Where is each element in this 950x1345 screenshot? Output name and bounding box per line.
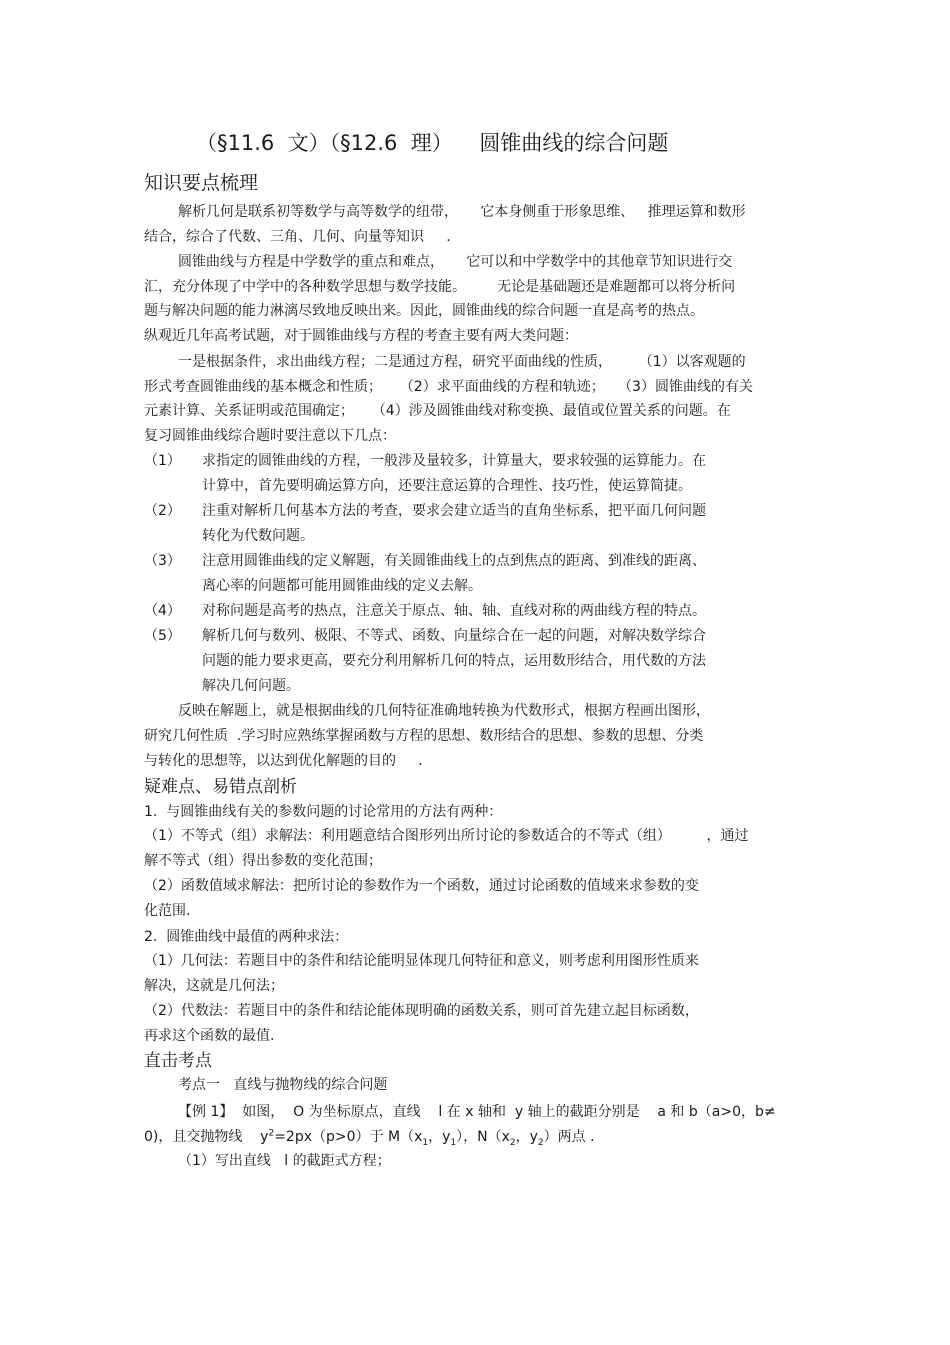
paragraph-line: 与转化的思想等，以达到优化解题的目的 .	[144, 753, 423, 769]
example-text: 0)，且交抛物线 y	[144, 1129, 269, 1145]
subscript: 2	[537, 1137, 544, 1148]
list-item-line: 求指定的圆锥曲线的方程，一般涉及量较多，计算量大，要求较强的运算能力。在	[202, 453, 706, 469]
paragraph-line: 化范围.	[144, 903, 191, 919]
section-heading-exam-points: 直击考点	[144, 1051, 212, 1071]
paragraph-line: 反映在解题上，就是根据曲线的几何特征准确地转换为代数形式，根据方程画出图形，	[178, 703, 710, 719]
paragraph-line: 元素计算、关系证明或范围确定； （4）涉及圆锥曲线对称变换、最值或位置关系的问题。在	[144, 403, 731, 419]
paragraph-line: 纵观近几年高考试题，对于圆锥曲线与方程的考查主要有两大类问题：	[144, 328, 578, 344]
superscript: 2	[268, 1128, 275, 1139]
list-item-number: （5）	[144, 628, 181, 644]
example-text: ）两点 .	[543, 1129, 595, 1145]
question-line: （1）写出直线 l 的截距式方程；	[178, 1153, 391, 1169]
paragraph-line: 研究几何性质 .学习时应熟练掌握函数与方程的思想、数形结合的思想、参数的思想、分类	[144, 728, 704, 744]
paragraph-line: 汇，充分体现了中学中的各种数学思想与数学技能。 无论是基础题还是难题都可以将分析问	[144, 279, 736, 295]
paragraph-line: 复习圆锥曲线综合题时要注意以下几点：	[144, 428, 396, 444]
list-item-line: 解析几何与数列、极限、不等式、函数、向量综合在一起的问题，对解决数学综合	[202, 628, 706, 644]
list-item-line: 计算中，首先要明确运算方向，还要注意运算的合理性、技巧性，使运算简捷。	[202, 478, 692, 494]
page-title: （§11.6 文）（§12.6 理） 圆锥曲线的综合问题	[196, 131, 669, 155]
example-text: ），N（x	[456, 1129, 510, 1145]
paragraph-line: 解不等式（组）得出参数的变化范围；	[144, 853, 382, 869]
list-item-line: 对称问题是高考的热点，注意关于原点、轴、轴、直线对称的两曲线方程的特点。	[202, 603, 706, 619]
list-item-line: 注意用圆锥曲线的定义解题，有关圆锥曲线上的点到焦点的距离、到准线的距离、	[202, 553, 706, 569]
section-heading-difficulties: 疑难点、易错点剖析	[144, 777, 297, 797]
list-item-number: （2）	[144, 503, 181, 519]
paragraph-line: 题与解决问题的能力淋漓尽致地反映出来。因此，圆锥曲线的综合问题一直是高考的热点。	[144, 303, 704, 319]
example-line	[144, 1128, 595, 1146]
paragraph-line: （2）函数值域求解法：把所讨论的参数作为一个函数，通过讨论函数的值域来求参数的变	[144, 878, 699, 894]
list-item-number: （4）	[144, 603, 181, 619]
topic-title: 考点一 直线与抛物线的综合问题	[178, 1077, 388, 1093]
paragraph-line: 结合，综合了代数、三角、几何、向量等知识 .	[144, 229, 451, 245]
list-item-line: 注重对解析几何基本方法的考查，要求会建立适当的直角坐标系，把平面几何问题	[202, 503, 706, 519]
list-item-number: （3）	[144, 553, 181, 569]
paragraph-line: 形式考查圆锥曲线的基本概念和性质； （2）求平面曲线的方程和轨迹； （3）圆锥曲线的有关	[144, 379, 753, 395]
paragraph-line: 1. 与圆锥曲线有关的参数问题的讨论常用的方法有两种：	[144, 804, 503, 820]
paragraph-line: 一是根据条件，求出曲线方程；二是通过方程，研究平面曲线的性质， （1）以客观题的	[178, 354, 746, 370]
example-text: ，y	[428, 1129, 451, 1145]
paragraph-line: 圆锥曲线与方程是中学数学的重点和难点， 它可以和中学数学中的其他章节知识进行交	[178, 254, 733, 270]
paragraph-line: 2. 圆锥曲线中最值的两种求法：	[144, 929, 349, 945]
list-item-number: （1）	[144, 453, 181, 469]
list-item-line: 离心率的问题都可能用圆锥曲线的定义去解。	[202, 578, 482, 594]
paragraph-line: 解决，这就是几何法；	[144, 978, 284, 994]
subscript: 2	[509, 1137, 516, 1148]
example-text: ，y	[515, 1129, 538, 1145]
example-line: 【例 1】 如图， O 为坐标原点，直线 l 在 x 轴和 y 轴上的截距分别是 a 和 b（a>0，b≠	[178, 1104, 776, 1120]
section-heading-knowledge: 知识要点梳理	[144, 172, 259, 194]
paragraph-line: （1）几何法：若题目中的条件和结论能明显体现几何特征和意义，则考虑利用图形性质来	[144, 953, 699, 969]
example-text: =2px（p>0）于 M（x	[274, 1129, 423, 1145]
list-item-line: 转化为代数问题。	[202, 528, 314, 544]
paragraph-line: 解析几何是联系初等数学与高等数学的纽带， 它本身侧重于形象思维、 推理运算和数形	[178, 204, 746, 220]
subscript: 1	[450, 1137, 457, 1148]
list-item-line: 解决几何问题。	[202, 678, 300, 694]
paragraph-line: （2）代数法：若题目中的条件和结论能体现明确的函数关系，则可首先建立起目标函数，	[144, 1003, 699, 1019]
paragraph-line: （1）不等式（组）求解法：利用题意结合图形列出所讨论的参数适合的不等式（组） ，通过	[144, 828, 749, 844]
paragraph-line: 再求这个函数的最值.	[144, 1028, 275, 1044]
list-item-line: 问题的能力要求更高，要充分利用解析几何的特点，运用数形结合，用代数的方法	[202, 653, 706, 669]
subscript: 1	[422, 1137, 429, 1148]
